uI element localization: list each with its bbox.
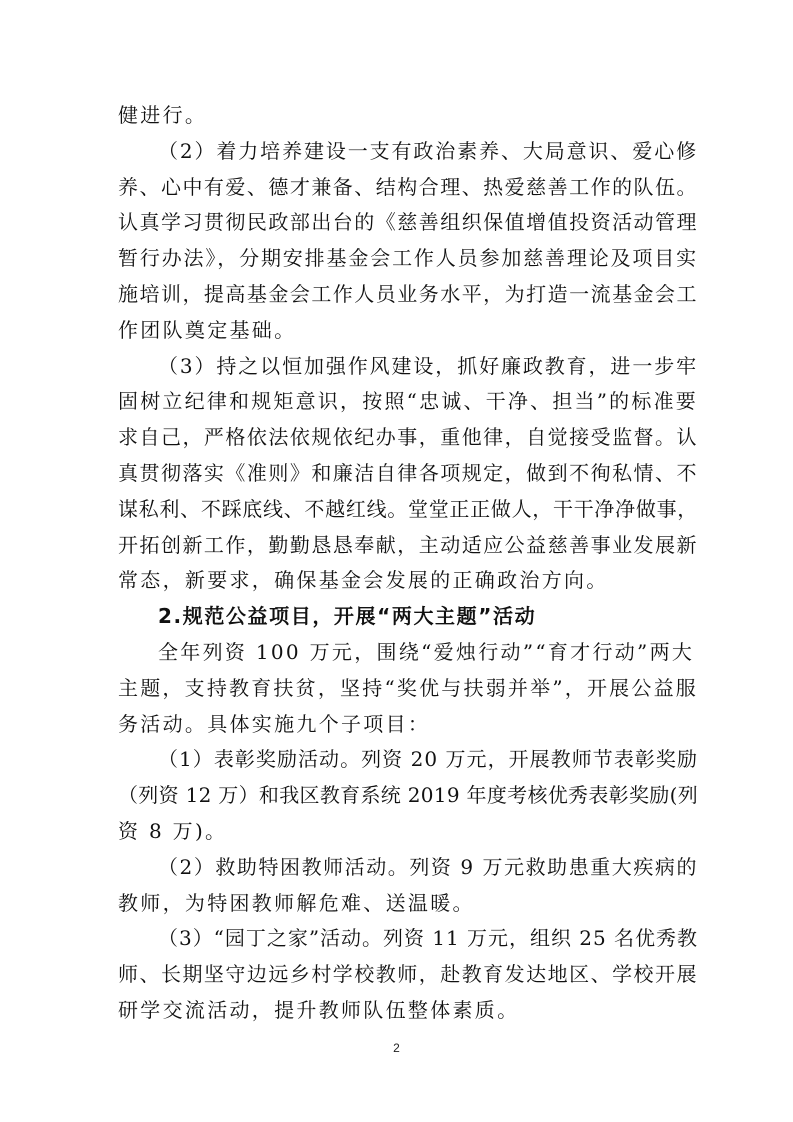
paragraph-line: 施培训，提高基金会工作人员业务水平，为打造一流基金会工: [118, 281, 698, 306]
paragraph-line: 全年列资 100 万元，围绕“爱烛行动”“育才行动”两大: [158, 639, 695, 664]
paragraph-line: （3）持之以恒加强作风建设，抓好廉政教育，进一步牢: [158, 353, 698, 378]
paragraph-line: 谋私利、不踩底线、不越红线。堂堂正正做人，干干净净做事，: [118, 496, 698, 521]
paragraph-line: 常态，新要求，确保基金会发展的正确政治方向。: [118, 568, 609, 593]
paragraph-line: （1）表彰奖励活动。列资 20 万元，开展教师节表彰奖励: [158, 747, 698, 772]
paragraph-line: （3）“园丁之家”活动。列资 11 万元，组织 25 名优秀教: [158, 926, 698, 951]
paragraph-line: 师、长期坚守边远乡村学校教师，赴教育发达地区、学校开展: [118, 962, 698, 987]
paragraph-line: （2）救助特困教师活动。列资 9 万元救助患重大疾病的: [158, 854, 698, 879]
paragraph-line: 开拓创新工作，勤勤恳恳奉献，主动适应公益慈善事业发展新: [118, 532, 698, 557]
paragraph-line: 养、心中有爱、德才兼备、结构合理、热爱慈善工作的队伍。: [118, 174, 698, 199]
paragraph-line: 健进行。: [118, 103, 208, 127]
paragraph-line: 认真学习贯彻民政部出台的《慈善组织保值增值投资活动管理: [118, 210, 698, 235]
paragraph-line: 教师，为特困教师解危难、送温暖。: [118, 890, 475, 915]
paragraph-line: （列资 12 万）和我区教育系统 2019 年度考核优秀表彰奖励(列: [118, 783, 698, 808]
section-heading: 2.规范公益项目，开展“两大主题”活动: [158, 604, 537, 629]
paragraph-line: 真贯彻落实《准则》和廉洁自律各项规定，做到不徇私情、不: [118, 460, 698, 485]
paragraph-line: 求自己，严格依法依规依纪办事，重他律，自觉接受监督。认: [118, 425, 698, 450]
paragraph-line: 研学交流活动，提升教师队伍整体素质。: [118, 997, 520, 1022]
page-number: 2: [393, 1041, 400, 1055]
paragraph-line: （2）着力培养建设一支有政治素养、大局意识、爱心修: [158, 138, 698, 163]
body-text: [118, 98, 698, 1029]
paragraph-line: 务活动。具体实施九个子项目：: [118, 711, 431, 736]
paragraph-line: 资 8 万)。: [118, 818, 228, 843]
paragraph-line: 固树立纪律和规矩意识，按照“忠诚、干净、担当”的标准要: [118, 389, 698, 414]
paragraph-line: 主题，支持教育扶贫，坚持“奖优与扶弱并举”，开展公益服: [118, 675, 698, 700]
paragraph-line: 作团队奠定基础。: [118, 317, 297, 342]
paragraph-line: 暂行办法》，分期安排基金会工作人员参加慈善理论及项目实: [118, 246, 698, 271]
